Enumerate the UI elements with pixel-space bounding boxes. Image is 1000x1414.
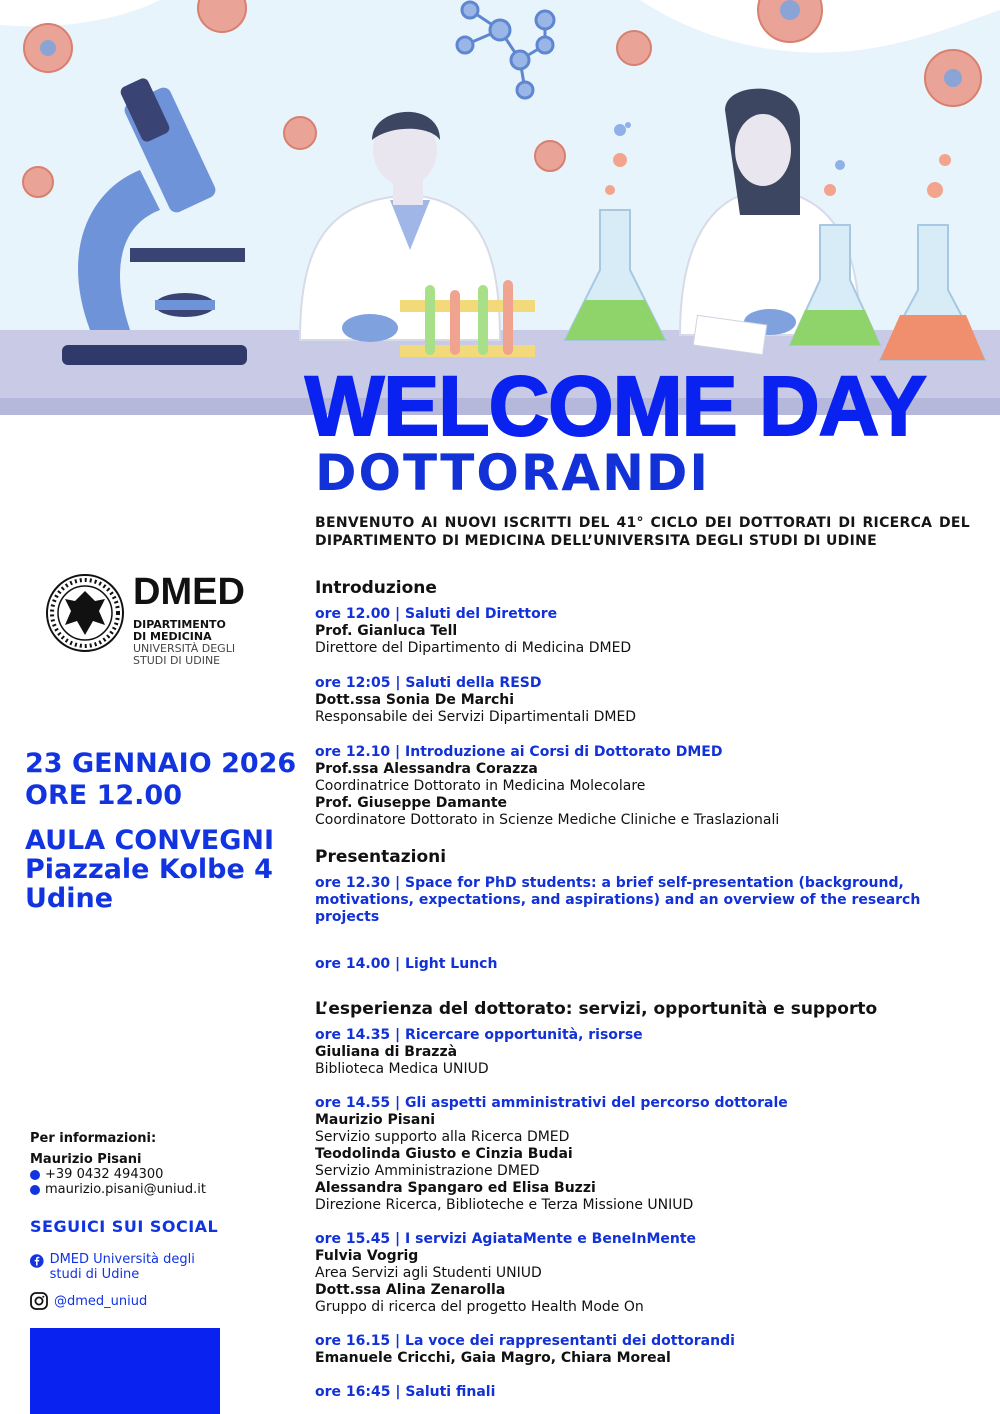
speaker-name: Fulvia Vogrig bbox=[315, 1248, 419, 1264]
facebook-link[interactable] bbox=[30, 1252, 230, 1282]
event-date-block bbox=[25, 748, 296, 812]
logo-dept-line2: DI MEDICINA bbox=[133, 630, 212, 643]
contact-email-row[interactable] bbox=[30, 1182, 206, 1197]
event-date: 23 GENNAIO 2026 bbox=[25, 748, 297, 779]
intro-text: BENVENUTO AI NUOVI ISCRITTI DEL 41° CICLO DEI DOTTORATI DI RICERCA DEL DIPARTIMENTO DI MEDICINA DELL’UNIVERSITA DEGLI STUDI DI UDINE bbox=[315, 515, 970, 549]
speaker-name: Maurizio Pisani bbox=[315, 1112, 436, 1128]
dmed-logo bbox=[45, 573, 275, 673]
speaker-role: Servizio Amministrazione DMED bbox=[315, 1163, 540, 1179]
instagram-link[interactable] bbox=[30, 1292, 147, 1310]
phone-icon bbox=[30, 1170, 40, 1180]
speaker-role: Direttore del Dipartimento di Medicina DMED bbox=[315, 640, 632, 656]
program-item bbox=[315, 606, 985, 657]
program bbox=[315, 576, 985, 1401]
hero-illustration bbox=[0, 0, 1000, 415]
program-item bbox=[315, 744, 985, 829]
program-item bbox=[315, 1095, 985, 1214]
speaker-name: Emanuele Cricchi, Gaia Magro, Chiara Moreal bbox=[315, 1350, 671, 1366]
item-time: ore 12:05 | Saluti della RESD bbox=[315, 675, 542, 691]
item-time: ore 14.55 | Gli aspetti amministrativi del percorso dottorale bbox=[315, 1095, 788, 1111]
logo-name: DMED bbox=[133, 571, 245, 613]
item-time: ore 14.35 | Ricercare opportunità, risorse bbox=[315, 1027, 643, 1043]
facebook-label: DMED Università degli studi di Udine bbox=[49, 1252, 195, 1282]
page-subtitle: DOTTORANDI bbox=[315, 444, 711, 502]
speaker-name: Dott.ssa Alina Zenarolla bbox=[315, 1282, 506, 1298]
item-time: ore 14.00 | Light Lunch bbox=[315, 956, 498, 972]
speaker-role: Biblioteca Medica UNIUD bbox=[315, 1061, 489, 1077]
speaker-name: Prof. Giuseppe Damante bbox=[315, 795, 508, 811]
instagram-label: @dmed_uniud bbox=[54, 1293, 148, 1309]
social-title: SEGUICI SUI SOCIAL bbox=[30, 1217, 219, 1236]
speaker-role: Coordinatrice Dottorato in Medicina Molecolare bbox=[315, 778, 646, 794]
speaker-role: Direzione Ricerca, Biblioteche e Terza Missione UNIUD bbox=[315, 1197, 694, 1213]
speaker-role: Responsabile dei Servizi Dipartimentali DMED bbox=[315, 709, 637, 725]
contact-phone-row[interactable] bbox=[30, 1167, 206, 1182]
speaker-role: Coordinatore Dottorato in Scienze Mediche Cliniche e Traslazionali bbox=[315, 812, 780, 828]
item-time: ore 16.15 | La voce dei rappresentanti dei dottorandi bbox=[315, 1333, 735, 1349]
program-item bbox=[315, 875, 985, 926]
item-time: ore 12.30 | Space for PhD students: a brief self-presentation (background, motivations, expectations, and aspirations) and an overview of the research projects bbox=[315, 875, 921, 925]
logo-uni-line1: UNIVERSITÀ DEGLI bbox=[133, 642, 236, 655]
speaker-name: Giuliana di Brazzà bbox=[315, 1044, 458, 1060]
contact-name: Maurizio Pisani bbox=[30, 1152, 142, 1167]
program-item bbox=[315, 1333, 985, 1367]
contact-label: Per informazioni: bbox=[30, 1131, 157, 1146]
decorative-blue-block bbox=[30, 1328, 220, 1414]
speaker-name: Alessandra Spangaro ed Elisa Buzzi bbox=[315, 1180, 596, 1196]
item-time: ore 12.00 | Saluti del Direttore bbox=[315, 606, 558, 622]
program-item bbox=[315, 1231, 985, 1316]
event-venue-block bbox=[25, 826, 274, 913]
item-time: ore 16:45 | Saluti finali bbox=[315, 1384, 496, 1400]
speaker-name: Prof.ssa Alessandra Corazza bbox=[315, 761, 538, 777]
speaker-role: Gruppo di ricerca del progetto Health Mode On bbox=[315, 1299, 644, 1315]
instagram-icon bbox=[30, 1292, 48, 1310]
speaker-name: Teodolinda Giusto e Cinzia Budai bbox=[315, 1146, 573, 1162]
event-venue: AULA CONVEGNI bbox=[25, 825, 274, 856]
university-seal-icon bbox=[45, 573, 125, 653]
section-title: L’esperienza del dottorato: servizi, opportunità e supporto bbox=[315, 999, 878, 1019]
item-time: ore 12.10 | Introduzione ai Corsi di Dottorato DMED bbox=[315, 744, 723, 760]
event-address: Piazzale Kolbe 4 bbox=[25, 854, 273, 885]
program-item bbox=[315, 956, 985, 973]
contact-email: maurizio.pisani@uniud.it bbox=[45, 1182, 206, 1197]
item-time: ore 15.45 | I servizi AgiataMente e BeneInMente bbox=[315, 1231, 697, 1247]
section-title: Presentazioni bbox=[315, 847, 447, 867]
section-title: Introduzione bbox=[315, 578, 437, 598]
logo-uni-line2: STUDI DI UDINE bbox=[133, 654, 221, 667]
speaker-role: Area Servizi agli Studenti UNIUD bbox=[315, 1265, 542, 1281]
event-time: ORE 12.00 bbox=[25, 780, 182, 811]
speaker-role: Servizio supporto alla Ricerca DMED bbox=[315, 1129, 570, 1145]
facebook-icon bbox=[30, 1252, 44, 1270]
program-item bbox=[315, 675, 985, 726]
speaker-name: Prof. Gianluca Tell bbox=[315, 623, 458, 639]
program-item bbox=[315, 1027, 985, 1078]
contact-phone: +39 0432 494300 bbox=[45, 1167, 164, 1182]
event-city: Udine bbox=[25, 883, 114, 914]
logo-university bbox=[133, 643, 235, 667]
program-item bbox=[315, 1384, 985, 1401]
page-title: WELCOME DAY bbox=[305, 359, 926, 453]
email-icon bbox=[30, 1185, 40, 1195]
speaker-name: Dott.ssa Sonia De Marchi bbox=[315, 692, 515, 708]
logo-department bbox=[133, 619, 226, 643]
logo-dept-line1: DIPARTIMENTO bbox=[133, 618, 226, 631]
contact-info bbox=[30, 1131, 206, 1197]
